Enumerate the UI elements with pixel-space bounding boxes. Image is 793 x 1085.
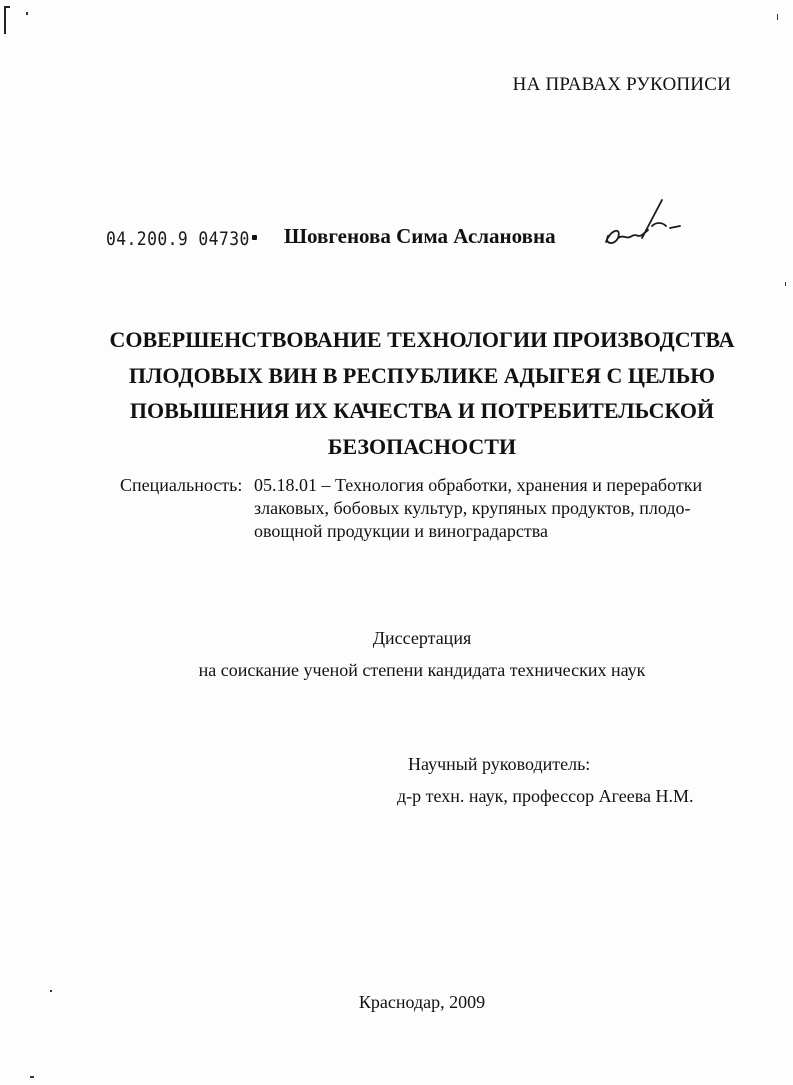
inventory-number: 04.200.9 04730 [106, 228, 250, 250]
title-line: ПЛОДОВЫХ ВИН В РЕСПУБЛИКЕ АДЫГЕЯ С ЦЕЛЬЮ [128, 362, 716, 388]
author-name: Шовгенова Сима Аслановна [284, 224, 556, 248]
scan-speck [30, 1076, 34, 1078]
scan-speck [26, 12, 28, 15]
scan-speck [50, 990, 52, 992]
title-line: БЕЗОПАСНОСТИ [327, 433, 517, 459]
signature-icon [596, 186, 686, 256]
inventory-dot [252, 235, 257, 240]
specialty-label: Специальность: [120, 475, 243, 495]
title-line: СОВЕРШЕНСТВОВАНИЕ ТЕХНОЛОГИИ ПРОИЗВОДСТВА [109, 327, 735, 352]
specialty-line: овощной продукции и виноградарства [254, 521, 548, 541]
supervisor-name: д-р техн. наук, профессор Агеева Н.М. [397, 786, 694, 806]
scan-edge-mark [4, 6, 6, 34]
scan-edge-mark [4, 6, 10, 8]
dissertation-type: Диссертация [372, 628, 472, 648]
city-year: Краснодар, 2009 [358, 992, 486, 1012]
supervisor-label: Научный руководитель: [408, 754, 591, 774]
manuscript-rights-header: НА ПРАВАХ РУКОПИСИ [512, 74, 731, 95]
specialty-line: 05.18.01 – Технология обработки, хранения и переработки [254, 475, 703, 495]
scan-speck [785, 282, 786, 286]
degree-sought: на соискание ученой степени кандидата технических наук [198, 660, 646, 680]
specialty-line: злаковых, бобовых культур, крупяных продуктов, плодо- [254, 498, 691, 518]
dissertation-title [60, 322, 784, 464]
scan-speck [777, 14, 778, 20]
title-line: ПОВЫШЕНИЯ ИХ КАЧЕСТВА И ПОТРЕБИТЕЛЬСКОЙ [129, 398, 715, 423]
specialty-description [254, 474, 734, 543]
